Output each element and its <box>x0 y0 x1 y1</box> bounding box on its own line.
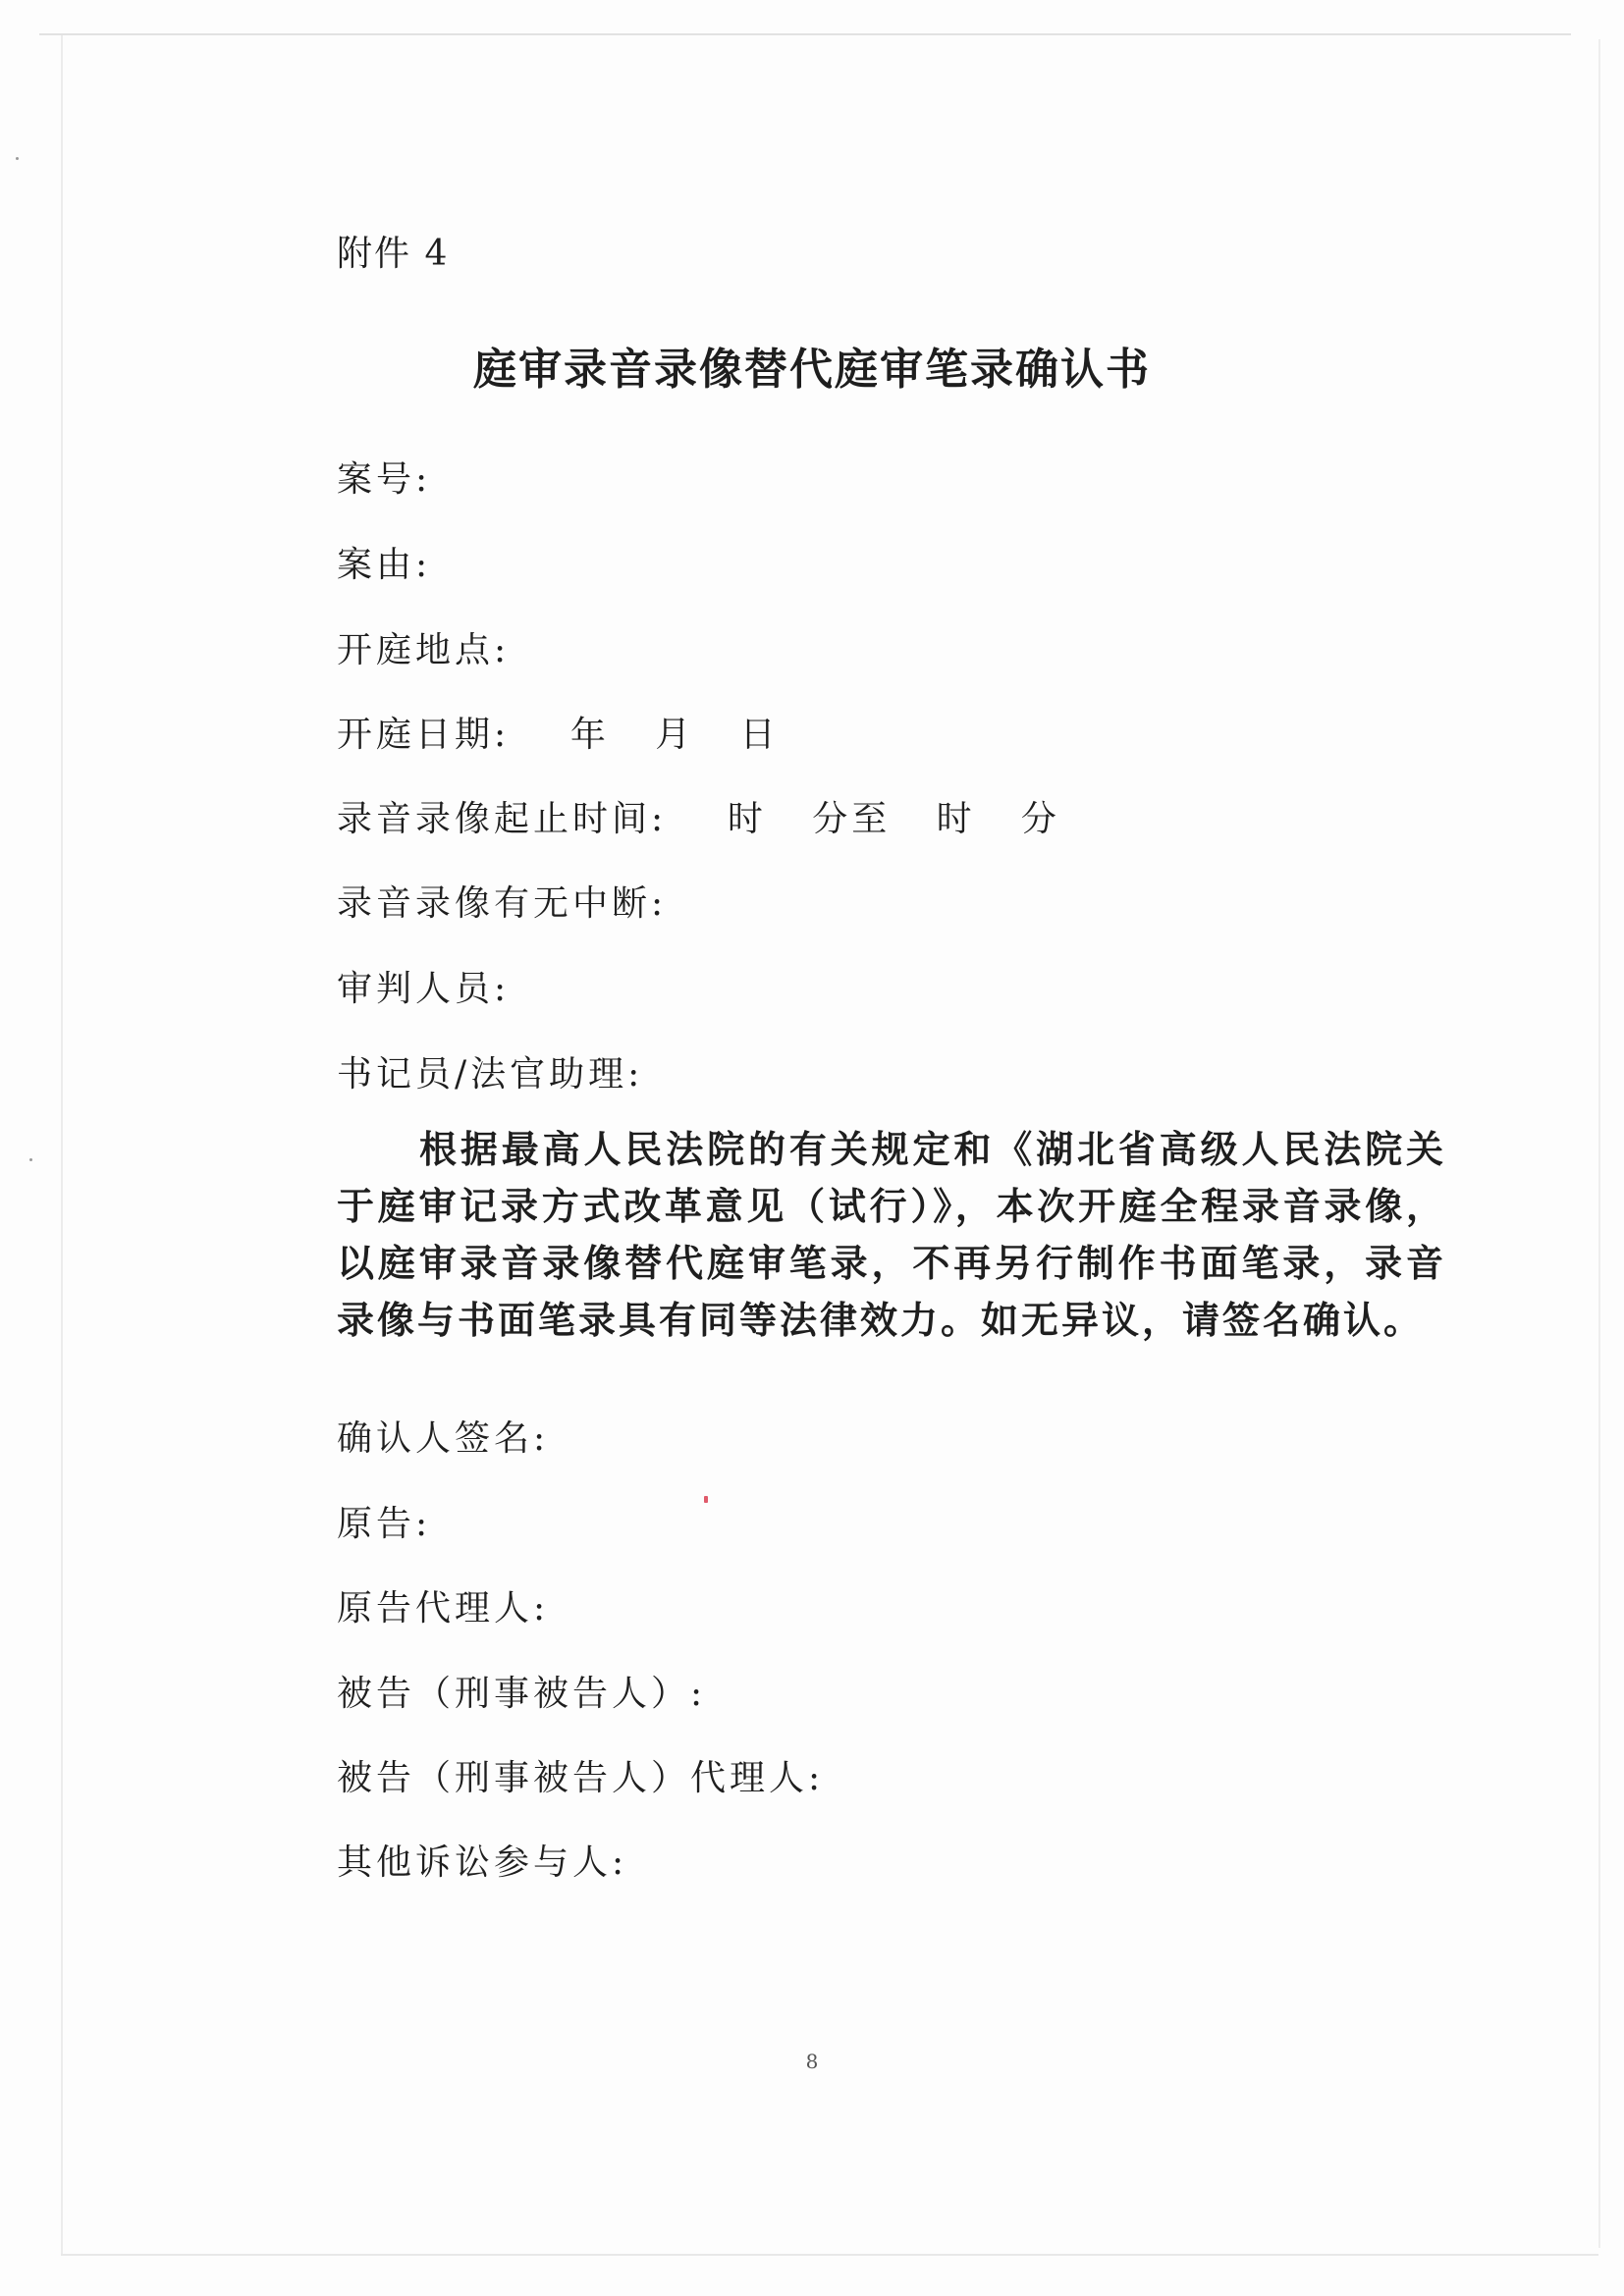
scan-edge-bottom <box>61 2254 1598 2256</box>
attachment-label: 附件 4 <box>337 234 450 274</box>
field-recording-interruption: 录音录像有无中断: <box>337 883 668 924</box>
statement-paragraph: 根据最高人民法院的有关规定和《湖北省高级人民法院关于庭审记录方式改革意见（试行）》，本次开庭全程录音录像，以庭审录音录像替代庭审笔录，不再另行制作书面笔录，录音录像与书面笔录具有同等法律效力。如无异议，请签名确认。 <box>337 1127 1446 1342</box>
field-case-number: 案号: <box>337 459 432 500</box>
scan-speck <box>16 157 19 160</box>
field-other-participants: 其他诉讼参与人: <box>337 1842 628 1883</box>
field-confirmer-signature: 确认人签名: <box>337 1418 550 1459</box>
scan-speck <box>29 1158 32 1161</box>
field-hearing-date: 开庭日期: 年 月 日 <box>337 715 780 755</box>
field-case-cause: 案由: <box>337 545 432 585</box>
field-plaintiff-agent: 原告代理人: <box>337 1588 550 1629</box>
document-title: 庭审录音录像替代庭审笔录确认书 <box>473 345 1151 395</box>
field-recording-time: 录音录像起止时间: 时 分至 时 分 <box>337 799 1060 839</box>
field-defendant: 被告（刑事被告人）: <box>337 1674 707 1714</box>
field-judges: 审判人员: <box>337 969 511 1009</box>
field-plaintiff: 原告: <box>337 1504 432 1544</box>
field-defendant-agent: 被告（刑事被告人）代理人: <box>337 1758 825 1798</box>
field-hearing-location: 开庭地点: <box>337 630 511 670</box>
field-clerk: 书记员/法官助理: <box>337 1054 644 1095</box>
scan-edge-top <box>39 33 1571 35</box>
page-number: 8 <box>805 2050 819 2073</box>
red-ink-mark <box>704 1496 708 1503</box>
